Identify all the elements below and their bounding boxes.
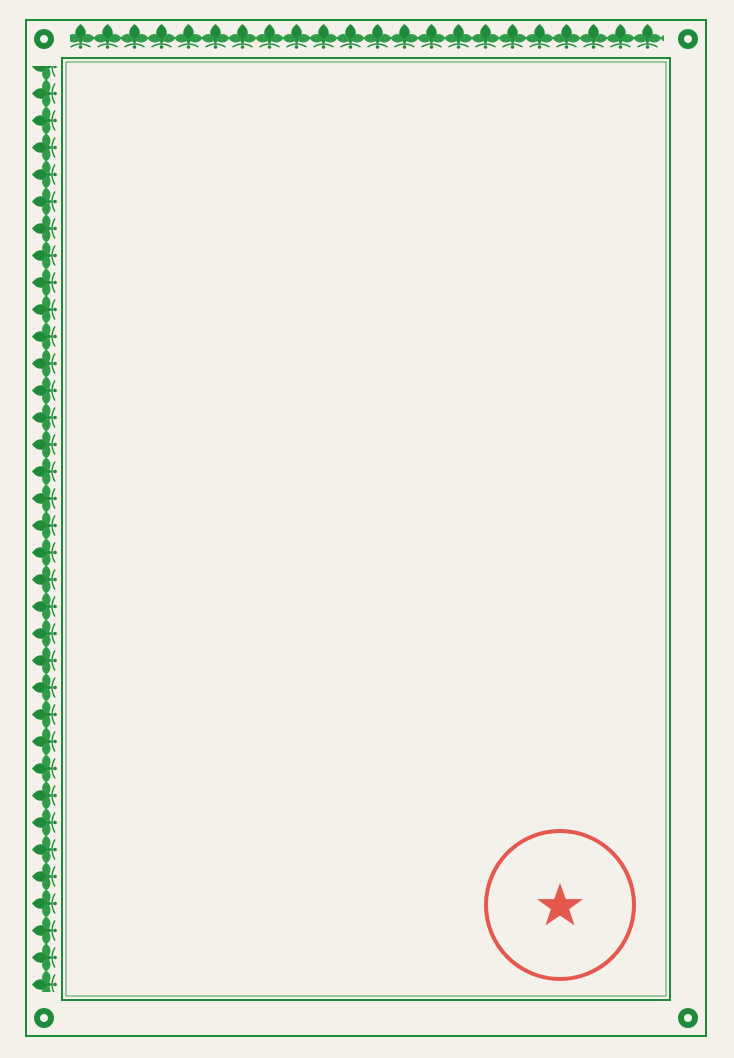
- official-seal-stamp: [480, 825, 640, 985]
- corner-ornament-bottom-left: [34, 1008, 54, 1028]
- seal-star-icon: [537, 883, 583, 926]
- corner-ornament-bottom-right: [678, 1008, 698, 1028]
- border-left-band: [28, 66, 60, 992]
- border-top-band: [70, 22, 664, 56]
- border-bottom-band: [70, 1002, 664, 1034]
- corner-ornament-top-left: [34, 29, 54, 49]
- corner-ornament-top-right: [678, 29, 698, 49]
